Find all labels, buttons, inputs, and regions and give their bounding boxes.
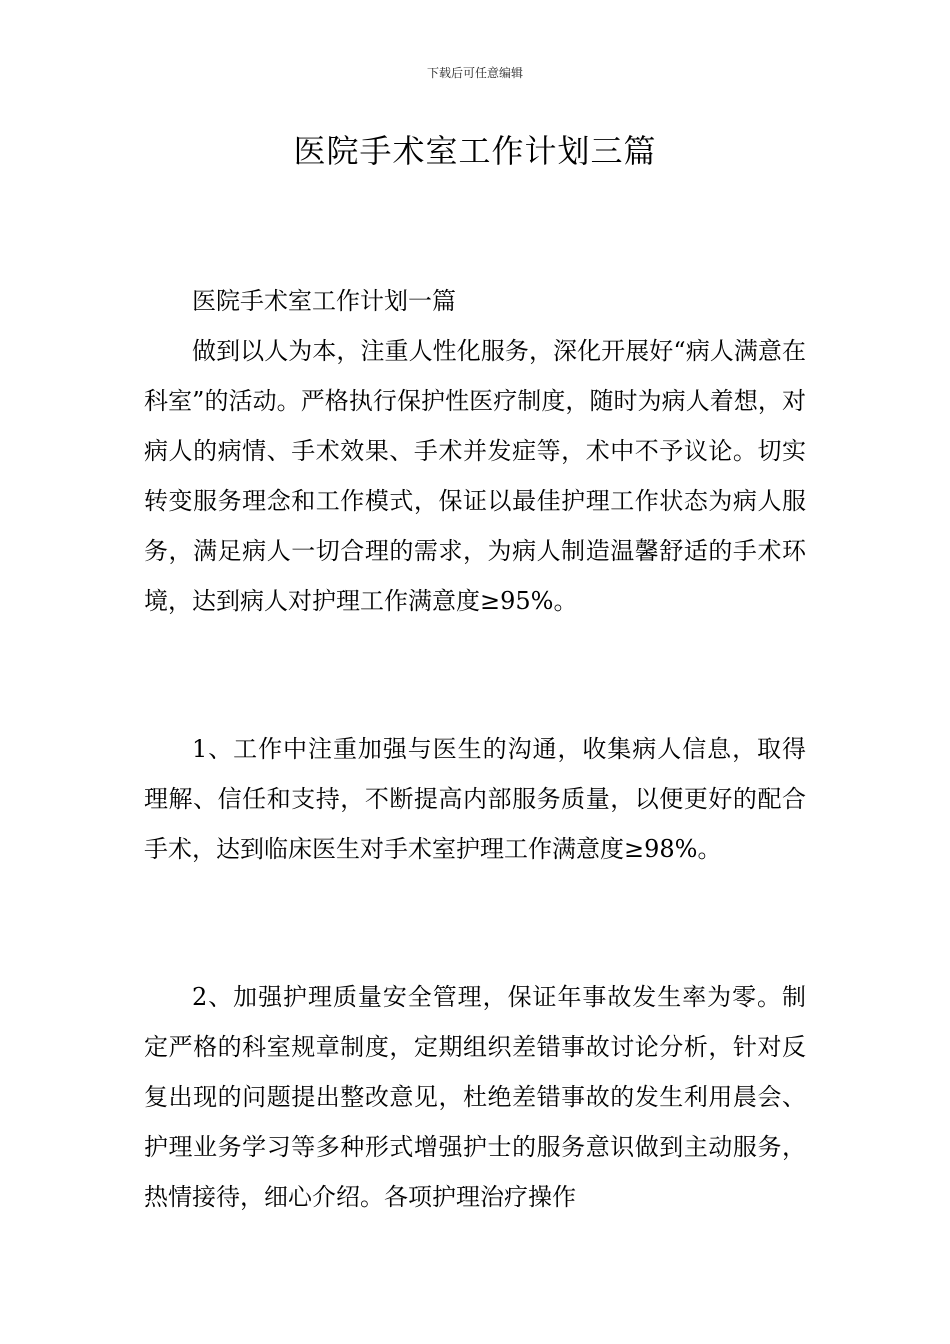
document-title: 医院手术室工作计划三篇 bbox=[293, 132, 657, 170]
header-note: 下载后可任意编辑 bbox=[426, 66, 523, 80]
paragraph-2: 1、工作中注重加强与医生的沟通，收集病人信息，取得理解、信任和支持，不断提高内部服务质量，以便更好的配合手术，达到临床医生对手术室护理工作满意度≥98%。 bbox=[144, 735, 806, 863]
paragraph-1: 做到以人为本，注重人性化服务，深化开展好“病人满意在科室”的活动。严格执行保护性医疗制度，随时为病人着想，对病人的病情、手术效果、手术并发症等，术中不予议论。切实转变服务理念和工作模式，保证以最佳护理工作状态为病人服务，满足病人一切合理的需求，为病人制造温馨舒适的手术环境，达到病人对护理工作满意度≥95%。 bbox=[144, 337, 806, 615]
section-title: 医院手术室工作计划一篇 bbox=[192, 287, 456, 315]
paragraph-3: 2、加强护理质量安全管理，保证年事故发生率为零。制定严格的科室规章制度，定期组织差错事故讨论分析，针对反复出现的问题提出整改意见，杜绝差错事故的发生利用晨会、护理业务学习等多种形式增强护士的服务意识做到主动服务，热情接待，细心介绍。各项护理治疗操作 bbox=[144, 983, 806, 1211]
